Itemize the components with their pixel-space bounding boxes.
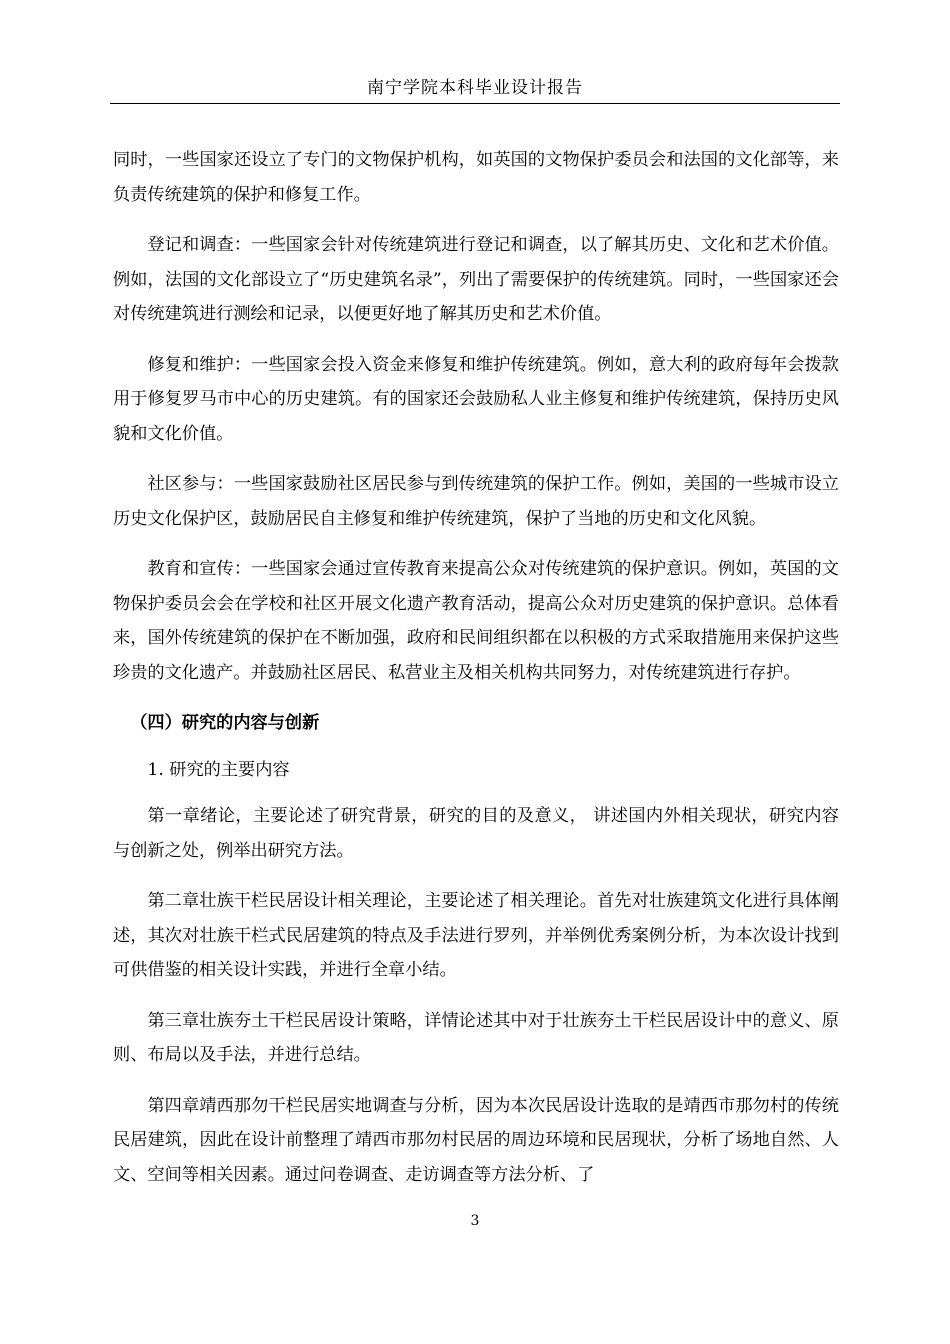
document-body [113,143,839,1208]
paragraph: 第三章壮族夯土干栏民居设计策略，详情论述其中对于壮族夯土干栏民居设计中的意义、原则、布局以及手法，并进行总结。 [113,1010,839,1065]
paragraph: 第四章靖西那勿干栏民居实地调查与分析，因为本次民居设计选取的是靖西市那勿村的传统民居建筑，因此在设计前整理了靖西市那勿村民居的周边环境和民居现状，分析了场地自然、人文、空间等相关因素。通过问卷调查、走访调查等方法分析、了 [113,1095,839,1185]
paragraph: 第二章壮族干栏民居设计相关理论，主要论述了相关理论。首先对壮族建筑文化进行具体阐述，其次对壮族干栏式民居建筑的特点及手法进行罗列，并举例优秀案例分析，为本次设计找到可供借鉴的相关设计实践，并进行全章小结。 [113,891,839,980]
paragraph: 社区参与：一些国家鼓励社区居民参与到传统建筑的保护工作。例如，美国的一些城市设立历史文化保护区，鼓励居民自主修复和维护传统建筑，保护了当地的历史和文化风貌。 [113,474,839,529]
header-divider [110,103,840,104]
paragraph: 登记和调查：一些国家会针对传统建筑进行登记和调查，以了解其历史、文化和艺术价值。例如，法国的文化部设立了“历史建筑名录”，列出了需要保护的传统建筑。同时，一些国家还会对传统建筑进行测绘和记录，以便更好地了解其历史和艺术价值。 [113,235,839,324]
paragraph: 第一章绪论，主要论述了研究背景，研究的目的及意义， 讲述国内外相关现状，研究内容与创新之处，例举出研究方法。 [113,806,839,861]
page-number: 3 [470,1213,480,1229]
page-header-title: 南宁学院本科毕业设计报告 [367,78,583,98]
paragraph: 同时，一些国家还设立了专门的文物保护机构，如英国的文物保护委员会和法国的文化部等，来负责传统建筑的保护和修复工作。 [113,150,839,205]
paragraph: 修复和维护：一些国家会投入资金来修复和维护传统建筑。例如，意大利的政府每年会拨款用于修复罗马市中心的历史建筑。有的国家还会鼓励私人业主修复和维护传统建筑，保持历史风貌和文化价值。 [113,354,839,444]
section-heading: （四）研究的内容与创新 [130,713,320,733]
paragraph: 教育和宣传：一些国家会通过宣传教育来提高公众对传统建筑的保护意识。例如，英国的文物保护委员会会在学校和社区开展文化遗产教育活动，提高公众对历史建筑的保护意识。总体看来，国外传统建筑的保护在不断加强，政府和民间组织都在以积极的方式采取措施用来保护这些珍贵的文化遗产。并鼓励社区居民、私营业主及相关机构共同努力，对传统建筑进行存护。 [113,559,839,683]
section-subheading: 1. 研究的主要内容 [147,759,290,780]
